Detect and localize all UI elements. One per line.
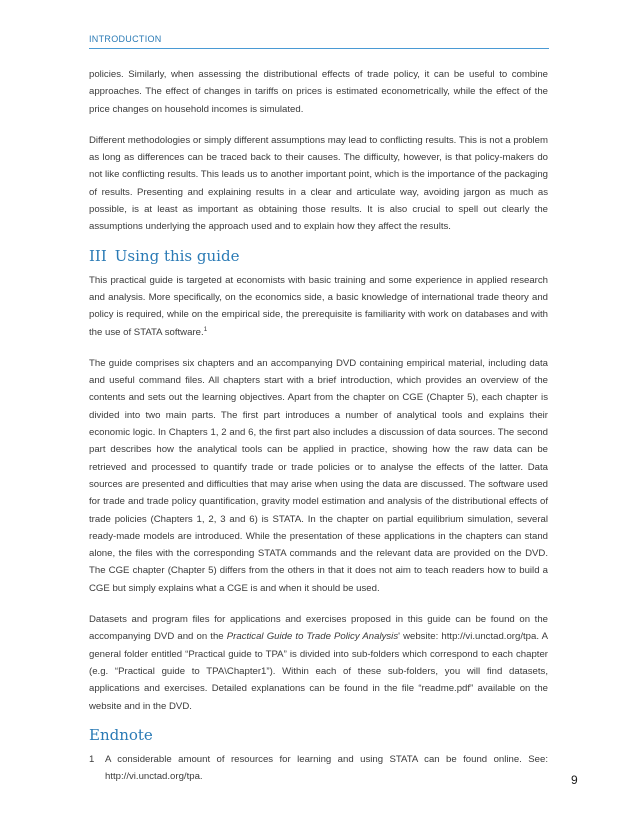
endnote-text: A considerable amount of resources for learning and using STATA can be found online. See: http://vi.unctad.org/tpa. [105,753,548,783]
section-paragraph-2: The guide comprises six chapters and an accompanying DVD containing empirical material, including data and useful command files. All chapters start with a brief introduction, which provides an overview of the contents and sets out the learning objectives. Apart from the chapter on CGE (Chapter 5), each chapter is divided into two main parts. The first part introduces a number of analytical tools and explains their economic logic. In Chapters 1, 2 and 6, the first part also includes a discussion of data sources. The second part describes how the analytical tools can be applied in practice, showing how the raw data can be retrieved and processed to quantify trade or trade policies or to analyse the effects of the latter. Data sources are presented and difficulties that may arise when using the data are discussed. The software used for trade and trade policy quantification, gravity model estimation and analysis of the distributional effects of trade policies (Chapters 1, 2, 3 and 6) is STATA. In the chapter on partial equilibrium simulation, several ready-made models are introduced. While the presentation of these applications in the chapters can stand alone, the files with the corresponding STATA commands and the relevant data are provided on the DVD. The CGE chapter (Chapter 5) differs from the others in that it does not aim to teach readers how to build a CGE but simply explains what a CGE is and when it should be used. [89,357,548,594]
page-content [89,66,548,785]
endnote-number: 1 [89,753,95,765]
section-paragraph-3-lead: Datasets and program files for applications and exercises proposed in this guide can be found on the accompanying DVD and on the [89,614,548,643]
endnote-item [89,751,548,786]
endnote-heading: Endnote [89,725,153,744]
section-paragraph-3-rest: ' website: http://vi.unctad.org/tpa. A general folder entitled “Practical guide to TPA” is divided into sub-folders which correspond to each chapter (e.g. “Practical guide to TPA\Chapter1”). Within each of these sub-folders, you will find datasets, applications and exercises. Detailed explanations can be found in the file “readme.pdf” available on the website and in the DVD. [89,631,548,712]
page-number: 9 [571,773,578,787]
section-heading-using-this-guide [89,247,548,265]
guide-title-italic: Practical Guide to Trade Policy Analysis [226,631,399,643]
section-paragraph-1 [89,272,548,341]
section-paragraph-3 [89,611,548,715]
body-paragraph-1: policies. Similarly, when assessing the distributional effects of trade policy, it can be useful to combine approaches. The effect of changes in tariffs on prices is estimated econometrically, while the effect of the price changes on household incomes is simulated. [89,69,548,115]
running-header: INTRODUCTION [89,34,162,44]
section-number: III [89,246,107,265]
body-paragraph-2: Different methodologies or simply different assumptions may lead to conflicting results. This is not a problem as long as differences can be traced back to their causes. The difficulty, however, is that policy-makers do not like conflicting results. This leads us to another important point, which is the importance of the packaging of results. Presenting and explaining results in a clear and articulate way, avoiding jargon as much as possible, is at least as important as obtaining those results. It is also crucial to spell out clearly the assumptions underlying the approach used and to explain how they affect the results. [89,134,548,233]
section-paragraph-1-text: This practical guide is targeted at economists with basic training and some experience in applied research and analysis. More specifically, on the economics side, a basic knowledge of international trade theory and policy is required, while on the empirical side, the prerequisite is familiarity with work on databases and with the use of STATA software. [89,274,548,338]
footnote-ref[interactable]: 1 [203,325,208,333]
header-rule [89,48,549,49]
section-title: Using this guide [114,246,240,265]
